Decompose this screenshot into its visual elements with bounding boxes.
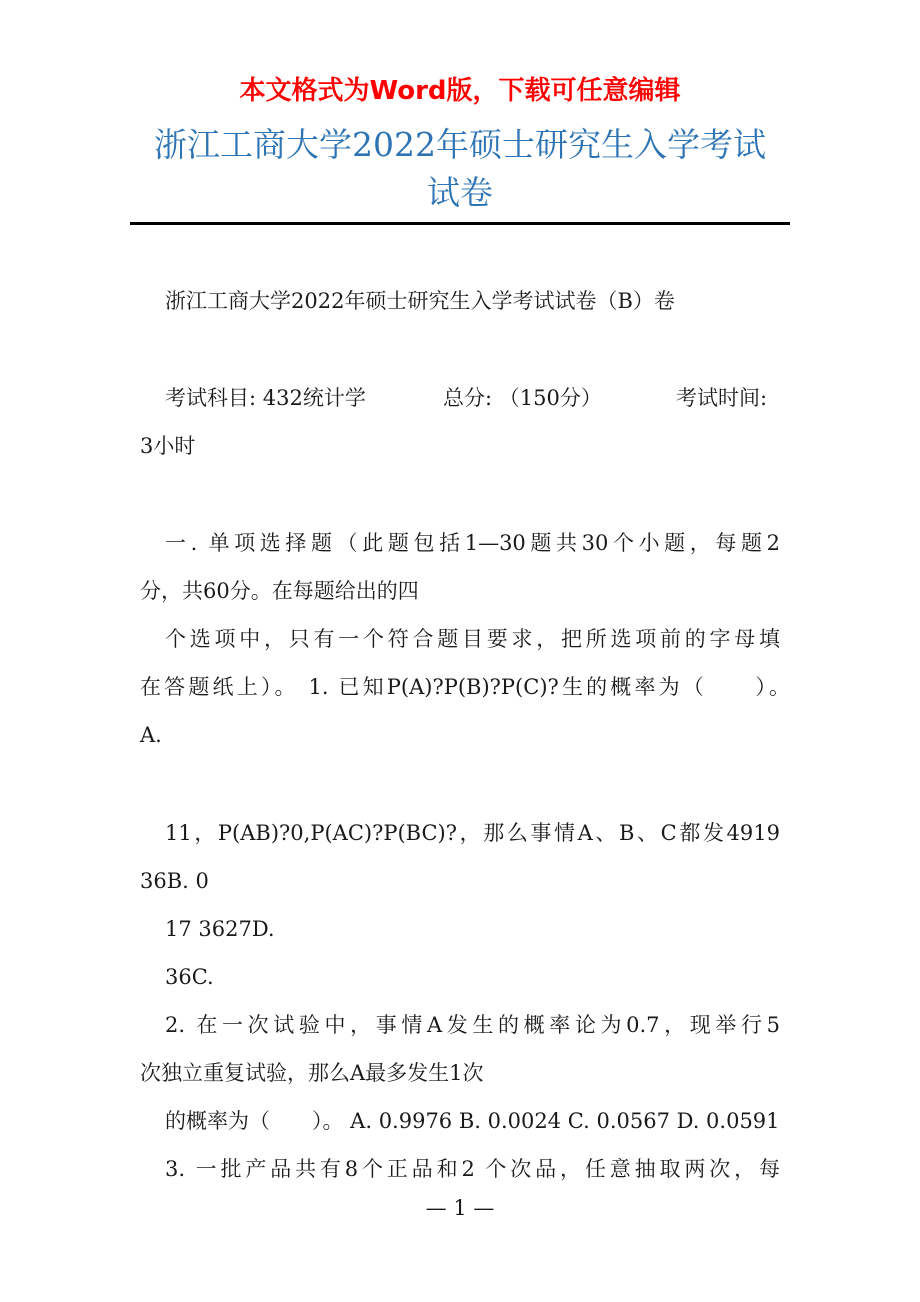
document-title-line1: 浙江工商大学2022年硕士研究生入学考试 <box>154 125 766 164</box>
paragraph-line: 11，P(AB)?0,P(AC)?P(BC)?，那么事情A、B、C都发4919 <box>165 821 780 845</box>
title-divider <box>130 222 790 225</box>
paragraph-line: 的概率为（ ）。 A. 0.9976 B. 0.0024 C. 0.0567 D. 0.0591 <box>165 1109 780 1133</box>
document-title-line2: 试卷 <box>427 173 493 212</box>
paragraph-line: 个选项中，只有一个符合题目要求，把所选项前的字母填 <box>165 627 780 651</box>
paragraph-line: 17 3627D. <box>165 917 275 941</box>
paragraph-line: A. <box>140 723 162 747</box>
paragraph-line: 36B. 0 <box>140 869 209 893</box>
paragraph-line: 分，共60分。在每题给出的四 <box>140 579 419 603</box>
exam-subject: 考试科目: 432统计学 <box>165 386 366 410</box>
paragraph-line: 36C. <box>165 965 214 989</box>
exam-total-score: 总分: （150分） <box>443 386 602 410</box>
question-1: 在答题纸上）。 1. 已知P(A)?P(B)?P(C)?生的概率为（ ）。 <box>140 675 790 699</box>
question-2: 2. 在一次试验中，事情A发生的概率论为0.7，现举行5 <box>165 1013 780 1037</box>
section-heading: 一. 单项选择题（此题包括1—30题共30个小题，每题2 <box>165 531 780 555</box>
paragraph-line: 次独立重复试验，那么A最多发生1次 <box>140 1061 484 1085</box>
exam-time-value: 3小时 <box>140 434 196 458</box>
question-3: 3. 一批产品共有8个正品和2 个次品，任意抽取两次，每 <box>165 1157 780 1181</box>
format-banner: 本文格式为Word版，下载可任意编辑 <box>239 76 681 106</box>
page-number: — 1 — <box>425 1196 495 1220</box>
exam-time-label: 考试时间: <box>676 386 768 410</box>
exam-subtitle: 浙江工商大学2022年硕士研究生入学考试试卷（B）卷 <box>165 289 675 313</box>
